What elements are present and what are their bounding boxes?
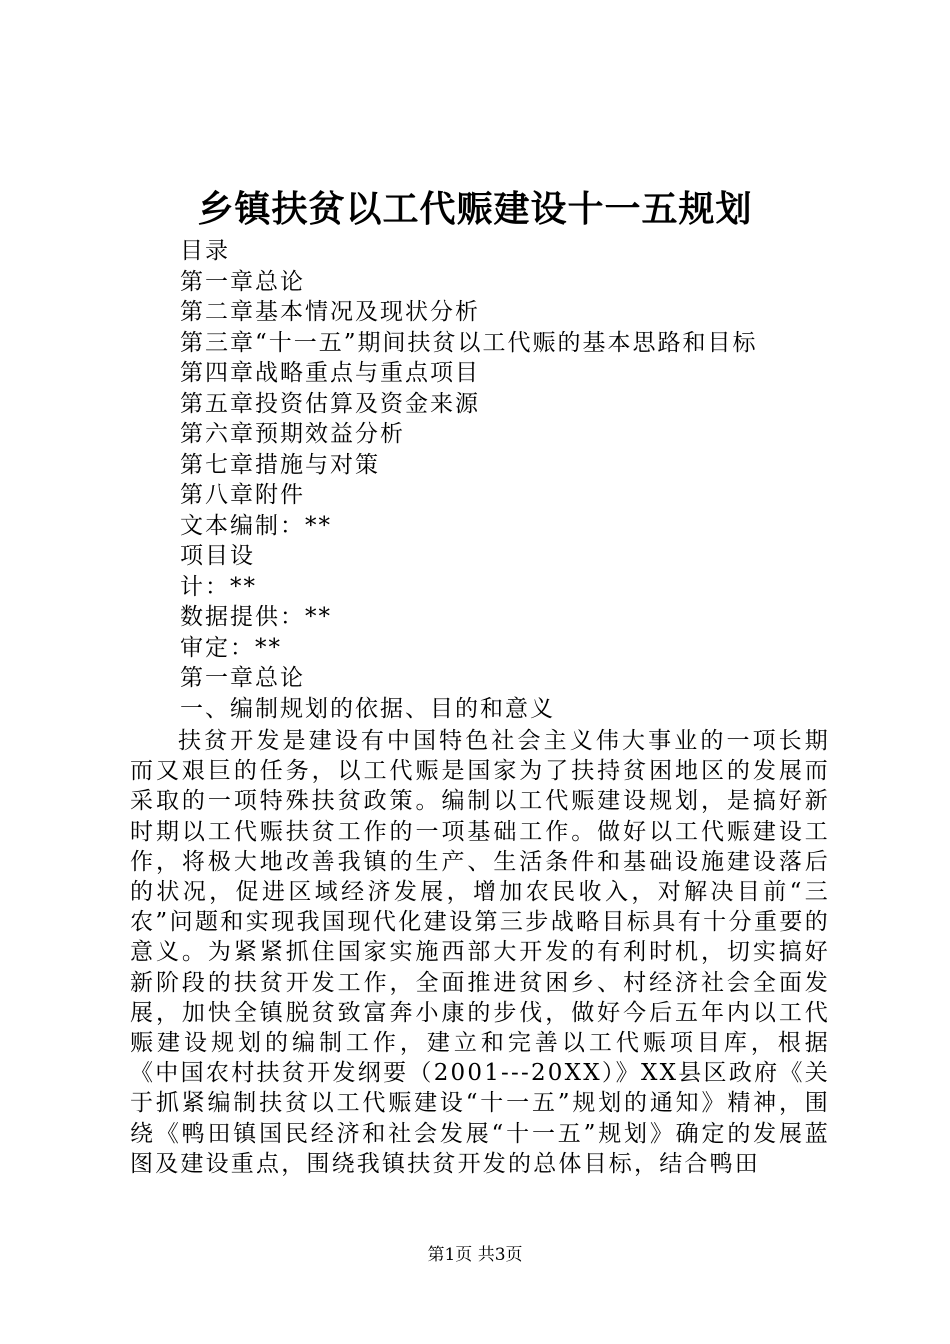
toc-item: 第八章附件 — [180, 482, 305, 508]
page-number-footer: 第1页 共3页 — [427, 1245, 523, 1265]
credit-line: 项目设 — [180, 543, 255, 569]
toc-heading: 目录 — [180, 238, 230, 264]
section-heading: 一、编制规划的依据、目的和意义 — [180, 695, 555, 722]
toc-item: 第一章总论 — [180, 268, 305, 295]
toc-item: 第七章措施与对策 — [180, 451, 380, 478]
credit-line: 数据提供：** — [180, 604, 332, 630]
toc-item: 第六章预期效益分析 — [180, 421, 405, 447]
toc-item: 第三章“十一五”期间扶贫以工代赈的基本思路和目标 — [180, 329, 758, 356]
toc-item: 第四章战略重点与重点项目 — [180, 360, 480, 386]
credit-line: 文本编制：** — [180, 512, 332, 539]
credit-line: 计：** — [180, 573, 257, 600]
toc-item: 第二章基本情况及现状分析 — [180, 299, 480, 325]
toc-item: 第五章投资估算及资金来源 — [180, 390, 480, 417]
document-title: 乡镇扶贫以工代赈建设十一五规划 — [197, 188, 753, 230]
credit-line: 审定：** — [180, 634, 282, 661]
body-paragraph: 扶贫开发是建设有中国特色社会主义伟大事业的一项长期而又艰巨的任务，以工代赈是国家为了扶持贫困地区的发展而采取的一项特殊扶贫政策。编制以工代赈建设规划，是搞好新时期以工代赈扶贫工作的一项基础工作。做好以工代赈建设工作，将极大地改善我镇的生产、生活条件和基础设施建设落后的状况，促进区域经济发展，增加农民收入，对解决目前“三农”问题和实现我国现代化建设第三步战略目标具有十分重要的意义。为紧紧抓住国家实施西部大开发的有利时机，切实搞好新阶段的扶贫开发工作，全面推进贫困乡、村经济社会全面发展，加快全镇脱贫致富奔小康的步伐，做好今后五年内以工代赈建设规划的编制工作，建立和完善以工代赈项目库，根据《中国农村扶贫开发纲要（2001---20XX）》XX县区政府《关于抓紧编制扶贫以工代赈建设“十一五”规划的通知》精神，围绕《鸭田镇国民经济和社会发展“十一五”规划》确定的发展蓝图及建设重点，围绕我镇扶贫开发的总体目标，结合鸭田 — [130, 728, 830, 1177]
chapter-heading: 第一章总论 — [180, 665, 305, 691]
